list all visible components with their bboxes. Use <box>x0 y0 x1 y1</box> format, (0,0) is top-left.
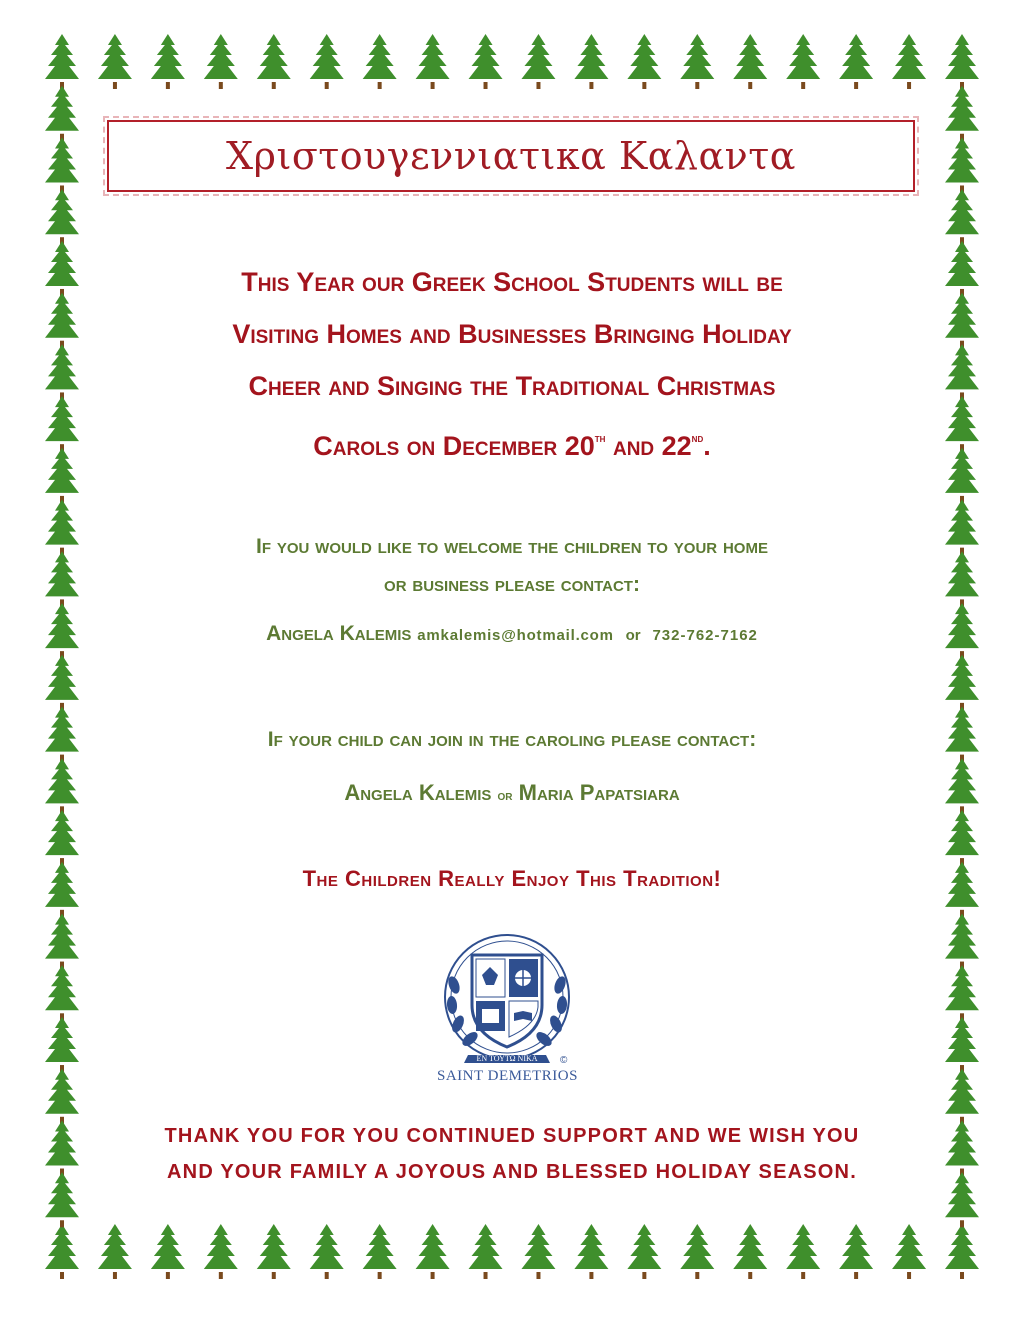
dates-text: . <box>703 431 711 461</box>
tree-icon <box>363 1224 397 1279</box>
tree-icon <box>945 137 979 192</box>
caroling-contacts <box>100 780 924 806</box>
tree-icon <box>680 34 714 89</box>
or-text: or <box>497 787 513 803</box>
contact-name: Maria Papatsiara <box>518 780 680 805</box>
tree-icon <box>945 862 979 917</box>
copyright-symbol: © <box>560 1055 568 1066</box>
page-title: Χριστουγεννιατικα Καλαντα <box>226 134 796 178</box>
tree-icon <box>786 1224 820 1279</box>
tree-icon <box>945 293 979 348</box>
tree-icon <box>945 551 979 606</box>
announcement-line: This Year our Greek School Students will be <box>241 267 783 297</box>
tree-icon <box>627 34 661 89</box>
tree-icon <box>945 86 979 141</box>
tree-icon <box>945 1017 979 1072</box>
tree-icon <box>98 34 132 89</box>
tree-icon <box>98 1224 132 1279</box>
tree-icon <box>45 810 79 865</box>
tree-icon <box>257 34 291 89</box>
tree-icon <box>45 1069 79 1124</box>
title-banner <box>107 120 915 192</box>
or-text: or <box>625 627 641 644</box>
tree-icon <box>733 34 767 89</box>
ordinal-suffix: th <box>594 431 606 445</box>
tree-icon <box>151 34 185 89</box>
tree-icon <box>45 448 79 503</box>
tree-icon <box>892 1224 926 1279</box>
tree-icon <box>469 34 503 89</box>
crest-ribbon-text: ΕΝ ΤΟΥΤΩ ΝΙΚΑ <box>476 1054 538 1063</box>
contact-phone[interactable]: 732-762-7162 <box>652 627 758 644</box>
tree-icon <box>945 1069 979 1124</box>
tree-icon <box>45 1121 79 1176</box>
tree-icon <box>469 1224 503 1279</box>
welcome-contact <box>100 622 924 646</box>
announcement-line <box>100 412 924 472</box>
tree-icon <box>45 396 79 451</box>
welcome-paragraph <box>100 528 924 604</box>
tree-icon <box>945 1121 979 1176</box>
tree-icon <box>839 34 873 89</box>
tree-icon <box>45 1172 79 1227</box>
logo-caption: SAINT DEMETRIOS <box>437 1068 578 1084</box>
tree-icon <box>416 1224 450 1279</box>
tree-icon <box>45 1224 79 1279</box>
dates-text: and 22 <box>605 431 692 461</box>
welcome-line: If you would like to welcome the children to your home <box>256 535 768 558</box>
caroling-line: If your child can join in the caroling please contact: <box>267 728 757 751</box>
tree-icon <box>945 655 979 710</box>
tree-icon <box>945 241 979 296</box>
tree-icon <box>45 344 79 399</box>
tree-icon <box>945 34 979 89</box>
tree-icon <box>733 1224 767 1279</box>
contact-name: Angela Kalemis <box>266 622 412 645</box>
tree-icon <box>45 707 79 762</box>
tree-icon <box>45 551 79 606</box>
tree-icon <box>257 1224 291 1279</box>
tree-icon <box>45 655 79 710</box>
tree-icon <box>45 500 79 555</box>
tree-icon <box>786 34 820 89</box>
tree-icon <box>521 34 555 89</box>
tree-icon <box>45 1017 79 1072</box>
tree-icon <box>45 189 79 244</box>
tree-icon <box>945 189 979 244</box>
tree-icon <box>945 344 979 399</box>
announcement-line: Visiting Homes and Businesses Bringing Holiday <box>232 319 792 349</box>
tree-icon <box>945 810 979 865</box>
tree-icon <box>45 34 79 89</box>
tree-icon <box>204 34 238 89</box>
tree-icon <box>839 1224 873 1279</box>
tree-icon <box>45 86 79 141</box>
tree-icon <box>627 1224 661 1279</box>
tree-icon <box>45 603 79 658</box>
tree-icon <box>45 914 79 969</box>
tree-icon <box>945 1172 979 1227</box>
tree-icon <box>521 1224 555 1279</box>
announcement-paragraph <box>100 256 924 472</box>
tree-icon <box>945 914 979 969</box>
closing-line: AND YOUR FAMILY A JOYOUS AND BLESSED HOLIDAY SEASON. <box>167 1161 857 1183</box>
tree-icon <box>574 1224 608 1279</box>
tree-icon <box>45 241 79 296</box>
tree-icon <box>416 34 450 89</box>
tree-icon <box>204 1224 238 1279</box>
tree-icon <box>945 396 979 451</box>
ordinal-suffix: nd <box>691 431 704 445</box>
contact-email[interactable]: amkalemis@hotmail.com <box>417 627 614 644</box>
closing-paragraph <box>100 1118 924 1190</box>
contact-name: Angela Kalemis <box>344 780 492 805</box>
tree-icon <box>945 603 979 658</box>
tree-icon <box>574 34 608 89</box>
tree-icon <box>45 293 79 348</box>
announcement-line: Cheer and Singing the Traditional Christmas <box>248 371 776 401</box>
tree-icon <box>310 1224 344 1279</box>
tree-icon <box>45 758 79 813</box>
saint-demetrios-crest <box>420 925 595 1090</box>
tree-icon <box>892 34 926 89</box>
tree-icon <box>945 500 979 555</box>
tree-icon <box>945 965 979 1020</box>
tree-icon <box>45 862 79 917</box>
tree-icon <box>680 1224 714 1279</box>
tree-icon <box>45 965 79 1020</box>
tree-icon <box>363 34 397 89</box>
tree-icon <box>945 758 979 813</box>
tree-icon <box>945 1224 979 1279</box>
welcome-line: or business please contact: <box>384 573 640 596</box>
enjoy-line: The Children Really Enjoy This Tradition! <box>302 866 722 891</box>
tree-icon <box>945 448 979 503</box>
dates-text: Carols on December 20 <box>313 431 595 461</box>
tree-icon <box>45 137 79 192</box>
tree-icon <box>151 1224 185 1279</box>
tree-icon <box>310 34 344 89</box>
closing-line: THANK YOU FOR YOU CONTINUED SUPPORT AND WE WISH YOU <box>164 1125 860 1147</box>
tree-icon <box>945 707 979 762</box>
